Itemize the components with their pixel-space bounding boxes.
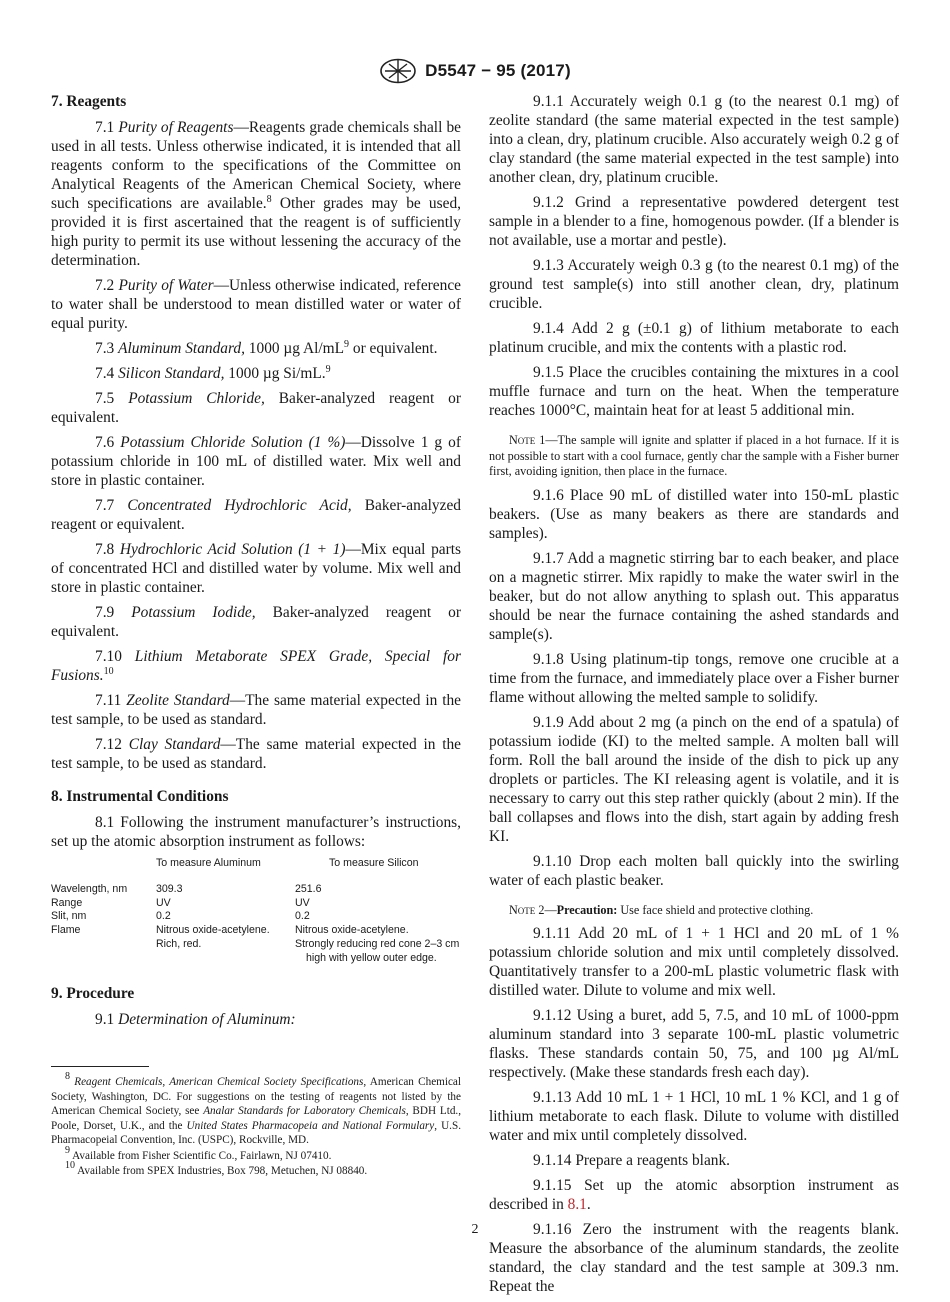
section-8-title: 8. Instrumental Conditions xyxy=(51,788,229,805)
para-7-8: 7.8 Hydrochloric Acid Solution (1 + 1)—Mix equal parts of concentrated HCl and distilled water by volume. Mix well and store in plastic container. xyxy=(51,541,461,596)
section-9-title: 9. Procedure xyxy=(51,984,135,1002)
page-header xyxy=(0,58,950,84)
note-2: Note 2—Precaution: Use face shield and protective clothing. xyxy=(509,902,814,917)
table-cell: 0.2 xyxy=(295,910,310,923)
para-9-1-11: 9.1.11 Add 20 mL of 1 + 1 HCl and 20 mL of 1 % potassium chloride solution and mix until completely dissolved. Quantitatively transfer to a 200-mL plastic volumetric flask with distilled water. Dilute to volume and mix well. xyxy=(489,925,899,999)
para-7-6: 7.6 Potassium Chloride Solution (1 %)—Dissolve 1 g of potassium chloride in 100 mL of distilled water. Mix well and store in plastic container. xyxy=(51,434,461,489)
table-header-cell xyxy=(51,857,156,883)
para-7-7: 7.7 Concentrated Hydrochloric Acid, Baker-analyzed reagent or equivalent. xyxy=(51,497,461,533)
para-7-5: 7.5 Potassium Chloride, Baker-analyzed reagent or equivalent. xyxy=(51,390,461,426)
para-9-1-7: 9.1.7 Add a magnetic stirring bar to each beaker, and place on a magnetic stirrer. Mix rapidly to make the water swirl in the beaker, but do not allow anything to splash out. This apparatus should be near the furnace containing the ashed standards and sample(s). xyxy=(489,549,899,643)
para-7-9: 7.9 Potassium Iodide, Baker-analyzed reagent or equivalent. xyxy=(51,604,461,640)
para-9-1-15: 9.1.15 Set up the atomic absorption instrument as described in 8.1. xyxy=(489,1177,899,1213)
footnote-ref: 8 xyxy=(266,194,272,205)
para-9-1-3: 9.1.3 Accurately weigh 0.3 g (to the nearest 0.1 mg) of the ground test sample(s) into still another clean, dry, platinum crucible. xyxy=(489,257,899,312)
astm-logo-icon xyxy=(379,58,417,84)
table-cell: UV xyxy=(295,896,310,909)
footnote-9: $^9$ Available from Fisher Scientific Co., Fairlawn, NJ 07410. xyxy=(65,1144,332,1162)
para-9-1: 9.1 Determination of Aluminum: xyxy=(95,1010,296,1028)
table-row xyxy=(51,883,461,897)
footnote-8: $^8$ Reagent Chemicals, American Chemical Society Specifications, American Chemical Society, Washington, DC. For suggestions on the testing of reagents not listed by the American Chemical Society, see Analar Standards for Laboratory Chemicals, BDH Ltd., Poole, Dorset, U.K., and the United States Pharmacopeia and National Formulary, U.S. Pharmacopeial Convention, Inc. (USPC), Rockville, MD. xyxy=(51,1071,462,1146)
para-9-1-9: 9.1.9 Add about 2 mg (a pinch on the end of a spatula) of potassium iodide (KI) to the melted sample. A molten ball will form. Roll the ball around the inside of the dish to pick up any droplets or particles. The KI releasing agent is volatile, and it is necessary to carry out this step rather quickly (about 2 min). If the ball collapses and flows into the dish, start again by adding fresh KI. xyxy=(489,713,899,845)
table-cell: 251.6 xyxy=(295,882,322,895)
para-7-1: 7.1 Purity of Reagents—Reagents grade chemicals shall be used in all tests. Unless otherwise indicated, it is intended that all reagents conform to the specifications of the Committee on Analytical Reagents of the American Chemical Society, where such specifications are available.$^8$ Other grades may be used, provided it is first ascertained that the reagent is of sufficiently high purity to permit its use without lessening the accuracy of the determination. xyxy=(51,119,461,269)
section-7-title: 7. Reagents xyxy=(51,93,127,110)
table-cell: UV xyxy=(156,896,171,909)
table-row xyxy=(51,910,461,924)
footnote-ref: 9 xyxy=(325,364,331,375)
table-row xyxy=(51,897,461,911)
para-8-1: 8.1 Following the instrument manufacturer’s instructions, set up the atomic absorption instrument as follows: xyxy=(51,814,461,850)
para-7-12: 7.12 Clay Standard—The same material expected in the test sample, to be used as standard. xyxy=(51,736,461,772)
footnote-10: $^{10}$ Available from SPEX Industries, Box 798, Metuchen, NJ 08840. xyxy=(65,1160,368,1177)
para-7-10: 7.10 Lithium Metaborate SPEX Grade, Special for Fusions.$^{10}$ xyxy=(51,648,461,684)
para-7-3: 7.3 Aluminum Standard, 1000 µg $Al/mL^9$ or equivalent. xyxy=(95,339,438,357)
para-7-11: 7.11 Zeolite Standard—The same material expected in the test sample, to be used as standard. xyxy=(51,692,461,728)
table-cell: 0.2 xyxy=(156,910,171,923)
table-cell: Nitrous oxide-acetylene. Strongly reducing red cone 2–3 cm high with yellow outer edge. xyxy=(295,924,460,964)
para-7-4: 7.4 Silicon Standard, 1000 µg Si/mL.$^9$ xyxy=(95,364,331,382)
table-cell: Flame xyxy=(51,924,81,937)
para-9-1-5: 9.1.5 Place the crucibles containing the mixtures in a cool muffle furnace and turn on the heat. When the temperature reaches 1000°C, maintain heat for at least 5 additional min. xyxy=(489,364,899,419)
table-cell: Slit, nm xyxy=(51,910,87,923)
para-9-1-4: 9.1.4 Add 2 g (±0.1 g) of lithium metaborate to each platinum crucible, and mix the contents with a plastic rod. xyxy=(489,320,899,356)
table-header-cell: To measure Silicon xyxy=(329,857,419,869)
para-9-1-14: 9.1.14 Prepare a reagents blank. xyxy=(533,1152,731,1169)
left-column xyxy=(51,92,461,1035)
page-number: 2 xyxy=(471,1222,479,1237)
para-9-1-1: 9.1.1 Accurately weigh 0.1 g (to the nearest 0.1 mg) of zeolite standard (the same material expected in the test sample) into a clean, dry, platinum crucible. Also accurately weigh 0.2 g of clay standard (the same material expected in the test sample) into another clean, dry, platinum crucible. xyxy=(489,93,899,186)
table-header-row xyxy=(51,857,461,883)
para-9-1-10: 9.1.10 Drop each molten ball quickly into the swirling water of each plastic beaker. xyxy=(489,852,899,889)
table-row xyxy=(51,924,461,965)
table-cell: Wavelength, nm xyxy=(51,882,128,895)
table-cell: Nitrous oxide-acetylene. Rich, red. xyxy=(156,924,270,950)
para-9-1-16: 9.1.16 Zero the instrument with the reagents blank. Measure the absorbance of the aluminum standards, the zeolite standard, the clay standard and the test sample at 309.3 nm. Repeat the xyxy=(489,1221,899,1295)
para-9-1-12: 9.1.12 Using a buret, add 5, 7.5, and 10 mL of 1000-ppm aluminum standard into 3 separate 100-mL plastic volumetric flasks. These standards contain 50, 75, and 100 µg Al/mL respectively. (Make these standards fresh each day). xyxy=(489,1007,899,1081)
right-column xyxy=(489,92,899,1302)
para-9-1-2: 9.1.2 Grind a representative powdered detergent test sample in a blender to a fine, homogenous powder. (If a blender is not available, use a mortar and pestle). xyxy=(489,194,899,249)
para-9-1-6: 9.1.6 Place 90 mL of distilled water into 150-mL plastic beakers. (Use as many beakers as there are standards and samples). xyxy=(489,486,899,542)
table-cell: Range xyxy=(51,896,83,909)
footnote-divider xyxy=(51,1066,149,1067)
document-designation: D5547 − 95 (2017) xyxy=(425,61,571,80)
footnote-ref: 10 xyxy=(103,666,114,677)
para-7-2: 7.2 Purity of Water—Unless otherwise indicated, reference to water shall be understood to mean distilled water or water of equal purity. xyxy=(51,277,461,332)
section-8-1-link[interactable]: 8.1 xyxy=(567,1196,587,1213)
footnote-ref: 9 xyxy=(344,339,350,350)
para-9-1-8: 9.1.8 Using platinum-tip tongs, remove one crucible at a time from the furnace, and immediately place over a Fisher burner flame without allowing the melted sample to solidify. xyxy=(489,650,899,706)
footnotes xyxy=(51,1071,462,1180)
instrument-conditions-table xyxy=(51,857,461,966)
table-cell: 309.3 xyxy=(156,882,183,895)
note-1: Note 1—The sample will ignite and splatter if placed in a hot furnace. If it is not possible to start with a cool furnace, gently char the sample with a Fisher burner first, avoiding ignition, then place in the furnace. xyxy=(489,433,899,478)
table-header-cell: To measure Aluminum xyxy=(156,857,261,869)
para-9-1-13: 9.1.13 Add 10 mL 1 + 1 HCl, 10 mL 1 % KCl, and 1 g of lithium metaborate to each flask. Dilute to volume with distilled water and mix until completely dissolved. xyxy=(489,1089,899,1144)
